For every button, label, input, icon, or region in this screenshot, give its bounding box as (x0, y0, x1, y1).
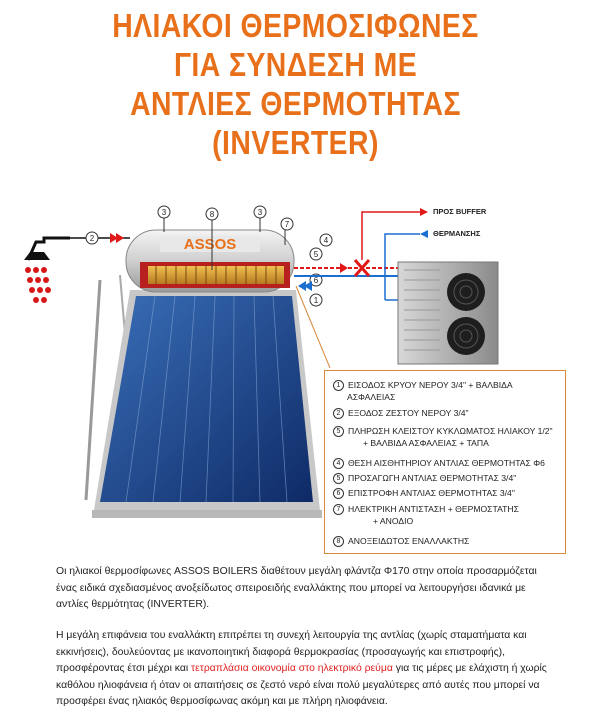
svg-text:5: 5 (313, 250, 319, 259)
svg-text:2: 2 (89, 234, 95, 243)
water-tank (126, 230, 294, 292)
svg-text:4: 4 (323, 236, 329, 245)
heat-pump-unit (398, 262, 498, 364)
title-line-1: ΗΛΙΑΚΟΙ ΘΕΡΜΟΣΙΦΩΝΕΣ (112, 7, 479, 44)
legend-item: 8 ΑΝΟΞΕΙΔΩΤΟΣ ΕΝΑΛΛΑΚΤΗΣ (333, 535, 561, 547)
svg-text:3: 3 (161, 208, 167, 217)
legend-item: 4 ΘΕΣΗ ΑΙΣΘΗΤΗΡΙΟΥ ΑΝΤΛΙΑΣ ΘΕΡΜΟΤΗΤΑΣ Φ6 (333, 457, 561, 469)
legend-item: 2 ΕΞΟΔΟΣ ΖΕΣΤΟΥ ΝΕΡΟΥ 3/4" (333, 407, 561, 419)
svg-text:6: 6 (313, 276, 319, 285)
svg-text:3: 3 (257, 208, 263, 217)
buffer-label-2: ΘΕΡΜΑΝΣΗΣ (433, 229, 481, 238)
svg-text:8: 8 (209, 210, 215, 219)
highlight-text: τετραπλάσια οικονομία στο ηλεκτρικό ρεύμα (191, 663, 393, 674)
legend-item: 6 ΕΠΙΣΤΡΟΦΗ ΑΝΤΛΙΑΣ ΘΕΡΜΟΤΗΤΑΣ 3/4" (333, 487, 561, 499)
title-line-2: ΓΙΑ ΣΥΝΔΕΣΗ ΜΕ (173, 46, 418, 83)
legend-item: 5 ΠΛΗΡΩΣΗ ΚΛΕΙΣΤΟΥ ΚΥΚΛΩΜΑΤΟΣ ΗΛΙΑΚΟΥ 1/2" + ΒΑΛΒΙΔΑ ΑΣΦΑΛΕΙΑΣ + ΤΑΠΑ (333, 425, 561, 449)
shower-icon (24, 238, 70, 303)
legend-box (324, 370, 566, 554)
title-line-4: (INVERTER) (212, 124, 379, 161)
buffer-label-1: ΠΡΟΣ BUFFER (433, 207, 487, 216)
legend-item: 7 ΗΛΕΚΤΡΙΚΗ ΑΝΤΙΣΤΑΣΗ + ΘΕΡΜΟΣΤΑΤΗΣ + ΑΝΟΔΙΟ (333, 503, 561, 527)
page-title (0, 6, 591, 162)
legend-item: 5 ΠΡΟΣΑΓΩΓΗ ΑΝΤΛΙΑΣ ΘΕΡΜΟΤΗΤΑΣ 3/4" (333, 472, 561, 484)
paragraph-2: Η μεγάλη επιφάνεια του εναλλάκτη επιτρέπει τη συνεχή λειτουργία της αντλίας (χωρίς σταματήματα και εκκινήσεις), δουλεύοντας με ικανοποιητική διαφορά θερμοκρασίας (προσαγωγής και επιστροφής), προσφέροντας έτσι μέχρι και τετραπλάσια οικονομία στο ηλεκτρικό ρεύμα για τις μέρες με ελάχιστη ή χωρίς καθόλου ηλιοφάνεια ή όταν οι απαιτήσεις σε ζεστό νερό είναι πολύ μεγαλύτερες από αυτές που μπορεί να προσφέρει ένας ηλιακός θερμοσίφωνας ακόμη και με πλήρη ηλιοφάνεια. (56, 630, 547, 707)
legend-item: 1 ΕΙΣΟΔΟΣ ΚΡΥΟΥ ΝΕΡΟΥ 3/4" + ΒΑΛΒΙΔΑ ΑΣΦΑΛΕΙΑΣ (333, 379, 561, 403)
paragraph-1: Οι ηλιακοί θερμοσίφωνες ASSOS BOILERS διαθέτουν μεγάλη φλάντζα Φ170 στην οποία προσαρμόζεται ένας ειδικά σχεδιασμένος ανοξείδωτος σπειροειδής εναλλάκτης που μπορεί να λειτουργήσει ιδανικά με αντλίες θερμότητας (INVERTER). (56, 566, 537, 610)
svg-text:1: 1 (313, 296, 319, 305)
svg-text:7: 7 (284, 220, 290, 229)
brand-logo: ASSOS (183, 236, 237, 253)
solar-collector (92, 290, 322, 518)
title-line-3: ΑΝΤΛΙΕΣ ΘΕΡΜΟΤΗΤΑΣ (130, 85, 461, 122)
